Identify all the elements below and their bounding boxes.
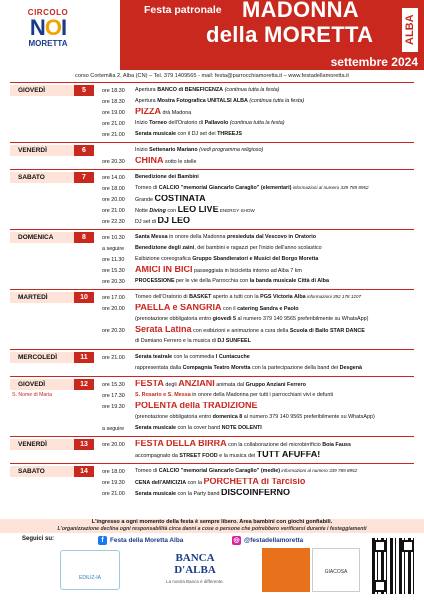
event-text: DJ set di xyxy=(135,219,158,226)
event-text: con la collaborazione del microbirrificio xyxy=(226,442,323,449)
event-row xyxy=(102,194,414,205)
title-line2: della MORETTA xyxy=(206,22,374,47)
event-row xyxy=(102,439,414,450)
event-text: Esibizione coreografica xyxy=(135,256,193,263)
day-name: SABATO xyxy=(10,466,74,477)
event-description xyxy=(135,365,414,371)
day-number: 8 xyxy=(74,232,94,243)
day-block xyxy=(10,289,414,349)
day-name: MERCOLEDÌ xyxy=(10,352,74,363)
event-text: THREEJS xyxy=(217,131,242,138)
event-text: Torneo xyxy=(149,120,167,127)
event-description xyxy=(135,185,414,191)
event-text: Grande xyxy=(135,197,155,204)
day-name: VENERDÌ xyxy=(10,439,74,450)
day-number: 7 xyxy=(74,172,94,183)
event-text: PROCESSIONE xyxy=(135,278,175,285)
event-row xyxy=(102,352,414,363)
event-text: FESTA xyxy=(135,380,164,389)
event-description xyxy=(135,402,414,410)
event-text: (continua tutta la festa) xyxy=(223,87,280,94)
event-time: a seguire xyxy=(102,425,125,432)
event-text: con la cover band xyxy=(176,425,222,432)
event-time: ore 20.00 xyxy=(102,305,125,312)
event-text: di Damiano Ferrero xyxy=(135,338,182,345)
event-time: ore 20.30 xyxy=(102,327,125,334)
event-text: in onore della Madonna per tutti i parrocchiani vivi e defunti xyxy=(190,392,334,399)
event-description xyxy=(135,245,414,251)
day-subtitle: S. Nome di Maria xyxy=(12,392,53,398)
day-block xyxy=(10,349,414,376)
header xyxy=(0,0,424,70)
event-text: Torneo di xyxy=(135,468,159,475)
event-text: Inizio xyxy=(135,120,150,127)
event-text: passeggiata in bicicletta intorno ad Alba 7 km xyxy=(192,268,302,275)
event-text: con esibizioni e animazione a cura della xyxy=(191,328,290,335)
sponsor-ediliz-logo: EDILIZ-IA xyxy=(60,550,120,590)
day-block xyxy=(10,229,414,289)
event-row xyxy=(102,466,414,477)
contact-line: corso Cortemilia 2, Alba (CN) – Tel. 379 1409565 - mail: festa@parrocchiamoretta.it – www.festadellamoretta.it xyxy=(75,73,349,79)
event-text: accompagnato da xyxy=(135,453,180,460)
day-block xyxy=(10,376,414,436)
event-time: ore 17.00 xyxy=(102,294,125,301)
event-text: ENERGY SHOW xyxy=(218,208,255,214)
event-row xyxy=(102,314,414,325)
circolo-noi-logo xyxy=(22,8,74,76)
event-text: LEO LIVE xyxy=(177,206,219,215)
event-text: Gruppo Sbandieratori e Musici del Borgo Moretta xyxy=(192,256,319,263)
event-description xyxy=(135,108,414,116)
event-time: ore 18.30 xyxy=(102,87,125,94)
instagram-label: @festadellamoretta xyxy=(244,537,304,544)
banca-name: BANCA D'ALBA xyxy=(174,552,216,576)
event-row xyxy=(102,129,414,140)
event-text: CALCIO xyxy=(158,468,180,475)
event-text: TUTT AFUFFA! xyxy=(256,451,321,460)
event-text: animata dal xyxy=(214,382,246,389)
day-block xyxy=(10,463,414,501)
event-text: con il xyxy=(221,306,238,313)
alba-badge: ALBA xyxy=(402,8,418,52)
title-banner xyxy=(120,0,424,70)
day-name: VENERDÌ xyxy=(10,145,74,156)
event-time: ore 18.30 xyxy=(102,98,125,105)
event-row xyxy=(102,254,414,265)
event-description xyxy=(135,266,414,274)
event-row xyxy=(102,390,414,401)
event-time: ore 18.00 xyxy=(102,468,125,475)
event-description xyxy=(135,354,414,360)
event-time: ore 19.00 xyxy=(102,109,125,116)
logo-line2: NOI xyxy=(29,15,67,40)
facebook-icon: f xyxy=(98,536,107,545)
event-row xyxy=(102,183,414,194)
facebook-link[interactable] xyxy=(98,536,183,545)
event-description xyxy=(135,256,414,262)
event-description xyxy=(135,206,414,214)
event-text: Benedizione degli zaini xyxy=(135,245,195,252)
event-description xyxy=(135,451,414,459)
event-time: ore 10.30 xyxy=(102,234,125,241)
event-text: PORCHETTA di Tarcisio xyxy=(203,478,306,487)
event-text: drà Madona xyxy=(161,110,192,117)
event-text: aperto a tutti con la xyxy=(211,294,261,301)
event-description xyxy=(135,425,414,431)
event-time: ore 19.30 xyxy=(102,479,125,486)
logo-line3: MORETTA xyxy=(28,39,68,48)
event-time: ore 20.30 xyxy=(102,158,125,165)
event-text: DISCOINFERNO xyxy=(221,489,291,498)
event-row xyxy=(102,336,414,347)
event-text: Serata musicale xyxy=(135,491,177,498)
event-text: Gruppo Anziani Ferrero xyxy=(245,382,306,389)
event-row xyxy=(102,325,414,336)
title-line1: MADONNA xyxy=(242,0,359,22)
event-row xyxy=(102,423,414,434)
event-time: ore 21.00 xyxy=(102,354,125,361)
event-text: con la partecipazione della band dei xyxy=(250,365,340,372)
event-row xyxy=(102,85,414,96)
event-description xyxy=(135,195,414,203)
event-text: COSTINATA xyxy=(154,195,206,204)
event-text: "memorial Giancarlo Caraglio" (medie) xyxy=(179,468,281,475)
event-row xyxy=(102,412,414,423)
event-description xyxy=(135,304,414,312)
event-description xyxy=(135,217,414,225)
event-description xyxy=(135,278,414,284)
event-text: (prenotazione obbligatoria entro xyxy=(135,414,213,421)
event-row xyxy=(102,205,414,216)
event-row xyxy=(102,488,414,499)
day-number: 11 xyxy=(74,352,94,363)
event-text: sotto le stelle xyxy=(163,159,197,166)
facebook-label: Festa della Moretta Alba xyxy=(110,537,184,544)
event-text: ANZIANI xyxy=(178,380,215,389)
event-text: al numero 379 140 9565 preferibilmente su WhatsApp) xyxy=(236,316,369,323)
event-row xyxy=(102,96,414,107)
day-number: 13 xyxy=(74,439,94,450)
event-description xyxy=(135,338,414,344)
event-row xyxy=(102,292,414,303)
event-text: "memorial Giancarlo Caraglio" (elementari) xyxy=(179,185,292,192)
event-text: DJ SUNFEEL xyxy=(217,338,251,345)
day-block xyxy=(10,169,414,229)
event-text: Serata Latina xyxy=(135,326,192,335)
event-description xyxy=(135,98,414,104)
event-text: CENA dell'AMICIZIA xyxy=(135,480,187,487)
event-description xyxy=(135,392,414,398)
event-row xyxy=(102,276,414,287)
event-text: (vedi programma religioso) xyxy=(197,147,264,154)
banca-slogan: La nostra Banca è differente. xyxy=(166,579,224,584)
event-time: ore 15.30 xyxy=(102,267,125,274)
event-time: ore 20.00 xyxy=(102,441,125,448)
event-text: , dei bambini e ragazzi per l'inizio dell'anno scolastico xyxy=(194,245,322,252)
event-text: BANCO di BENEFICENZA xyxy=(157,87,224,94)
day-name: GIOVEDÌ xyxy=(10,379,74,390)
sponsor-banca-alba-logo xyxy=(160,552,230,590)
event-text: FESTA DELLA BIRRA xyxy=(135,440,227,449)
event-time: ore 21.00 xyxy=(102,131,125,138)
sponsor-giacosa-logo: GIACOSA xyxy=(312,548,360,592)
event-time: ore 14.00 xyxy=(102,174,125,181)
event-time: ore 21.00 xyxy=(102,207,125,214)
event-text: con xyxy=(165,208,178,215)
event-row xyxy=(102,379,414,390)
event-text: dell'Oratorio di xyxy=(166,120,205,127)
qr-code[interactable] xyxy=(372,538,416,594)
event-text: Serata musicale xyxy=(135,425,177,432)
event-description xyxy=(135,489,414,497)
day-name: MARTEDÌ xyxy=(10,292,74,303)
event-text: Settenario Mariano xyxy=(149,147,198,154)
event-time: ore 15.30 xyxy=(102,381,125,388)
event-text: CHINA xyxy=(135,157,164,166)
event-text: POLENTA della TRADIZIONE xyxy=(135,402,258,411)
event-time: ore 22.30 xyxy=(102,218,125,225)
event-text: informazioni al numero 339 789 8952 xyxy=(280,468,358,474)
event-text: in onore della Madonna xyxy=(167,234,228,241)
event-text: STREET FOOD xyxy=(179,453,218,460)
event-description xyxy=(135,174,414,180)
event-text: informazioni 392 178 1207 xyxy=(305,294,362,300)
event-time: ore 20.30 xyxy=(102,278,125,285)
event-time: ore 20.00 xyxy=(102,196,125,203)
event-text: (continua tutta la festa) xyxy=(228,120,285,127)
event-time: a seguire xyxy=(102,245,125,252)
event-text: I Cuntacuche xyxy=(215,354,250,361)
event-row xyxy=(102,118,414,129)
day-number: 5 xyxy=(74,85,94,96)
event-text: PIZZA xyxy=(135,108,161,117)
event-time: ore 19.30 xyxy=(102,403,125,410)
event-description xyxy=(135,157,414,165)
event-description xyxy=(135,468,414,474)
event-text: degli xyxy=(163,382,179,389)
event-text: al numero 379 140 9565 preferibilmente su WhatsApp) xyxy=(242,414,375,421)
event-row xyxy=(102,172,414,183)
event-text: con la Party band xyxy=(176,491,222,498)
event-text: Scuola di Ballo STAR DANCE xyxy=(289,328,365,335)
event-time: ore 11.30 xyxy=(102,256,125,263)
event-text: NOTE DOLENTI xyxy=(221,425,262,432)
event-date: settembre 2024 xyxy=(330,55,418,69)
event-text: con il DJ set dei xyxy=(176,131,218,138)
event-text: la banda musicale Città di Alba xyxy=(249,278,329,285)
logo-line1: CIRCOLO xyxy=(27,8,69,17)
day-number: 6 xyxy=(74,145,94,156)
event-time: ore 18.00 xyxy=(102,185,125,192)
instagram-icon: ◎ xyxy=(233,537,240,544)
day-number: 14 xyxy=(74,466,94,477)
event-text: Mostra Fotografica UNITALSI ALBA xyxy=(157,98,248,105)
event-description xyxy=(135,380,414,388)
event-description xyxy=(135,120,414,126)
event-text: AMICI IN BICI xyxy=(135,266,193,275)
event-text: con la xyxy=(186,480,204,487)
notice-line2: L'organizzazione declina ogni responsabilità circa danni a cose o persone che potrebbero verificarsi durante i festeggiamenti xyxy=(57,526,367,532)
event-row xyxy=(102,303,414,314)
event-row xyxy=(102,107,414,118)
event-text: catering Sandra e Paolo xyxy=(237,306,299,313)
event-text: CALCIO xyxy=(158,185,180,192)
sponsor-orange-logo xyxy=(262,548,310,592)
notice-line1: L'ingresso a ogni momento della festa è sempre libero. Area bambini con giochi gonfiabili. xyxy=(91,519,333,525)
event-text: e la musica di xyxy=(181,338,218,345)
event-text: Benedizione dei Bambini xyxy=(135,174,199,181)
event-text: Torneo di xyxy=(135,185,159,192)
event-schedule xyxy=(10,82,414,501)
event-description xyxy=(135,147,414,153)
event-text: PGS Victoria Alba xyxy=(260,294,306,301)
event-text: (prenotazione obbligatoria entro xyxy=(135,316,213,323)
event-row xyxy=(102,232,414,243)
event-description xyxy=(135,414,414,420)
event-time: ore 17.30 xyxy=(102,392,125,399)
event-text: Compagnia Teatro Moretta xyxy=(182,365,251,372)
event-row xyxy=(102,401,414,412)
event-row xyxy=(102,156,414,167)
event-text: PAELLA e SANGRIA xyxy=(135,304,222,313)
day-number: 12 xyxy=(74,379,94,390)
day-number: 10 xyxy=(74,292,94,303)
event-description xyxy=(135,478,414,486)
footer xyxy=(0,534,424,600)
event-text: Serata teatrale xyxy=(135,354,173,361)
event-text: Desgenà xyxy=(339,365,363,372)
event-row xyxy=(102,216,414,227)
instagram-link[interactable] xyxy=(232,536,303,545)
event-text: presieduta dal Vescovo in Oratorio xyxy=(227,234,316,241)
event-description xyxy=(135,234,414,240)
event-row xyxy=(102,265,414,276)
event-text: S. Rosario e S. Messa xyxy=(135,392,191,399)
event-time: ore 21.00 xyxy=(102,120,125,127)
event-text: per le vie della Parrocchia con xyxy=(174,278,250,285)
event-text: Torneo dell'Oratorio di xyxy=(135,294,190,301)
event-row xyxy=(102,477,414,488)
event-time: ore 21.00 xyxy=(102,490,125,497)
event-description xyxy=(135,440,414,448)
event-row xyxy=(102,450,414,461)
follow-label: Seguici su: xyxy=(22,536,55,542)
event-row xyxy=(102,243,414,254)
event-text: Apertura xyxy=(135,98,158,105)
event-text: con la commedia xyxy=(172,354,216,361)
event-description xyxy=(135,326,414,334)
notice-box xyxy=(0,519,424,533)
event-text: Serata musicale xyxy=(135,131,177,138)
event-text: Apertura xyxy=(135,87,158,94)
day-block xyxy=(10,82,414,142)
event-text: domenica 8 xyxy=(212,414,243,421)
event-text: rappresentata dalla xyxy=(135,365,183,372)
day-name: GIOVEDÌ xyxy=(10,85,74,96)
event-text: DJ LEO xyxy=(157,217,190,226)
event-text: informazioni al numero 339 789 8952 xyxy=(291,185,369,191)
event-row xyxy=(102,363,414,374)
event-text: Boia Fauss xyxy=(322,442,352,449)
day-name: DOMENICA xyxy=(10,232,74,243)
event-text: Pallavolo xyxy=(204,120,229,127)
event-text: BASKET xyxy=(189,294,212,301)
event-description xyxy=(135,294,414,300)
day-block xyxy=(10,436,414,463)
event-description xyxy=(135,87,414,93)
event-text: Santa Messa xyxy=(135,234,168,241)
event-text: (continua tutta la festa) xyxy=(247,98,305,105)
day-name: SABATO xyxy=(10,172,74,183)
event-description xyxy=(135,131,414,137)
event-text: Notte xyxy=(135,208,150,215)
event-text: Diving xyxy=(149,208,166,215)
event-text: giovedì 5 xyxy=(212,316,236,323)
festa-label: Festa patronale xyxy=(144,4,222,16)
event-text: Inizio xyxy=(135,147,150,154)
event-row xyxy=(102,145,414,156)
event-description xyxy=(135,316,414,322)
event-text: e la musica dei xyxy=(217,453,257,460)
day-block xyxy=(10,142,414,169)
